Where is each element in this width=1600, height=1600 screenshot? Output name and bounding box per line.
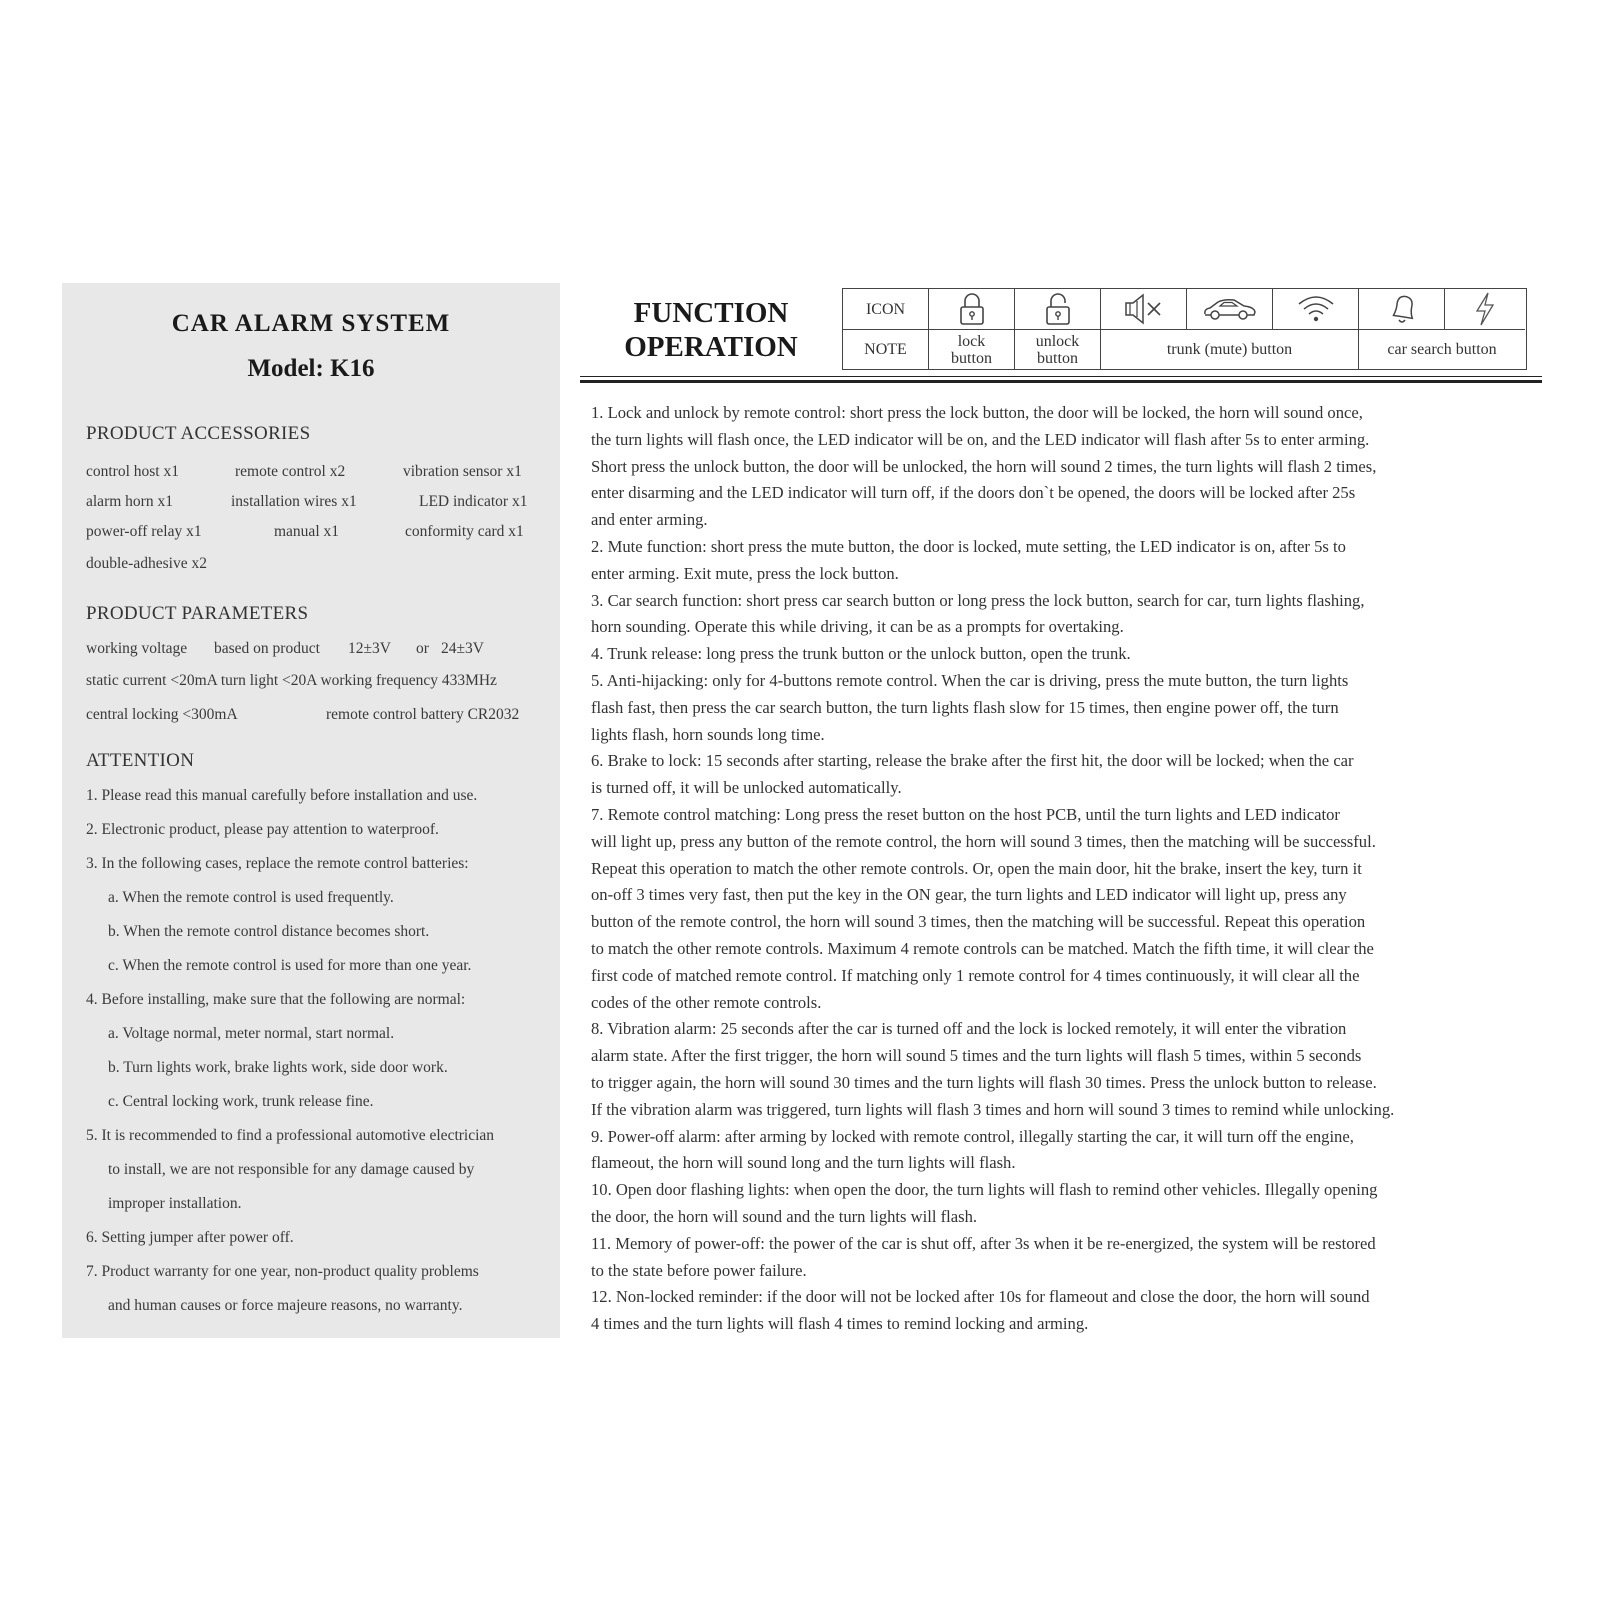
- function-line: 11. Memory of power-off: the power of the car is shut off, after 3s when it be re-energized, the system will be restored: [591, 1233, 1376, 1253]
- param-label: based on product: [214, 640, 320, 657]
- param-label: or: [416, 640, 429, 657]
- lock-note-line2: button: [951, 349, 992, 367]
- attention-item: 7. Product warranty for one year, non-product quality problems: [86, 1263, 479, 1280]
- bell-icon: [1359, 289, 1445, 329]
- unlock-note-line2: button: [1037, 349, 1078, 367]
- function-line: 8. Vibration alarm: 25 seconds after the car is turned off and the lock is locked remotely, it will enter the vibration: [591, 1019, 1347, 1039]
- attention-item: 6. Setting jumper after power off.: [86, 1229, 294, 1246]
- accessory-item: installation wires x1: [231, 493, 357, 510]
- car-icon: [1187, 289, 1273, 329]
- attention-subitem: a. Voltage normal, meter normal, start normal.: [108, 1025, 395, 1042]
- header-rule-thick: [580, 380, 1542, 383]
- param-label: working voltage: [86, 640, 188, 657]
- function-line: the turn lights will flash once, the LED indicator will be on, and the LED indicator will flash after 5s to enter arming.: [591, 429, 1370, 449]
- function-line: 12. Non-locked reminder: if the door will not be locked after 10s for flameout and close the door, the horn will sound: [591, 1287, 1370, 1307]
- function-line: to the state before power failure.: [591, 1260, 807, 1280]
- function-line: alarm state. After the first trigger, the horn will sound 5 times and the turn lights will flash 5 times, within 5 seconds: [591, 1046, 1362, 1066]
- function-line: 7. Remote control matching: Long press the reset button on the host PCB, until the turn lights and LED indicator: [591, 804, 1340, 824]
- attention-subitem: b. Turn lights work, brake lights work, side door work.: [108, 1059, 448, 1076]
- attention-item: 3. In the following cases, replace the remote control batteries:: [86, 855, 469, 872]
- function-line: flash fast, then press the car search button, the turn lights flash slow for 15 times, then engine power off, the turn: [591, 697, 1339, 717]
- accessories-heading: PRODUCT ACCESSORIES: [86, 423, 311, 444]
- attention-subitem: c. Central locking work, trunk release fine.: [108, 1093, 374, 1110]
- attention-heading: ATTENTION: [86, 750, 195, 771]
- accessory-item: conformity card x1: [405, 523, 524, 540]
- accessory-item: double-adhesive x2: [86, 555, 207, 572]
- function-line: enter arming. Exit mute, press the lock button.: [591, 563, 899, 583]
- function-line: Repeat this operation to match the other remote controls. Or, open the main door, hit the brake, insert the key, turn it: [591, 858, 1362, 878]
- function-line: first code of matched remote control. If matching only 1 remote control for 4 times continuously, it will clear all the: [591, 965, 1360, 985]
- function-line: codes of the other remote controls.: [591, 992, 822, 1012]
- function-line: 3. Car search function: short press car search button or long press the lock button, search for car, turn lights flashing,: [591, 590, 1365, 610]
- lock-icon: [929, 289, 1015, 329]
- lightning-icon: [1445, 289, 1525, 329]
- function-line: horn sounding. Operate this while driving, it can be as a prompts for overtaking.: [591, 617, 1124, 637]
- model-name: Model: K16: [247, 355, 375, 382]
- mute-icon: [1101, 289, 1187, 329]
- note-header-cell: NOTE: [843, 330, 929, 369]
- function-line: 5. Anti-hijacking: only for 4-buttons remote control. When the car is driving, press the mute button, the turn lights: [591, 670, 1349, 690]
- product-title: CAR ALARM SYSTEM: [171, 310, 451, 337]
- attention-item-continued: and human causes or force majeure reasons, no warranty.: [108, 1297, 463, 1314]
- trunk-mute-note: trunk (mute) button: [1101, 330, 1359, 369]
- param-value: 24±3V: [441, 640, 484, 657]
- function-line: 4. Trunk release: long press the trunk button or the unlock button, open the trunk.: [591, 644, 1131, 664]
- car-search-note: car search button: [1387, 341, 1497, 358]
- function-line: enter disarming and the LED indicator will turn off, if the doors don`t be opened, the doors will be locked after 25s: [591, 483, 1356, 503]
- lock-note: [929, 330, 1015, 369]
- unlock-note: [1015, 330, 1101, 369]
- accessory-item: remote control x2: [235, 463, 346, 480]
- attention-item: 5. It is recommended to find a professional automotive electrician: [86, 1127, 495, 1144]
- attention-item-continued: improper installation.: [108, 1195, 242, 1212]
- function-line: 9. Power-off alarm: after arming by locked with remote control, illegally starting the car, it will turn off the engine,: [591, 1126, 1354, 1146]
- param-value: 12±3V: [348, 640, 391, 657]
- param-label: central locking <300mA: [86, 706, 238, 723]
- operation-title: OPERATION: [624, 331, 798, 363]
- accessory-item: alarm horn x1: [86, 493, 173, 510]
- attention-item: 2. Electronic product, please pay attention to waterproof.: [86, 821, 439, 838]
- function-line: is turned off, it will be unlocked automatically.: [591, 778, 902, 798]
- function-line: 4 times and the turn lights will flash 4 times to remind locking and arming.: [591, 1314, 1089, 1334]
- function-line: on-off 3 times very fast, then put the key in the ON gear, the turn lights and LED indicator will light up, press any: [591, 885, 1347, 905]
- function-title: FUNCTION: [633, 297, 789, 329]
- function-line: to trigger again, the horn will sound 30 times and the turn lights will flash 30 times. Press the unlock button to release.: [591, 1072, 1377, 1092]
- function-line: the door, the horn will sound and the turn lights will flash.: [591, 1206, 978, 1226]
- function-line: and enter arming.: [591, 510, 708, 530]
- unlock-note-line1: unlock: [1035, 332, 1080, 350]
- function-line: button of the remote control, the horn will sound 3 times, then the matching will be successful. Repeat this operation: [591, 912, 1366, 932]
- attention-subitem: a. When the remote control is used frequently.: [108, 889, 394, 906]
- accessory-item: LED indicator x1: [419, 493, 528, 510]
- accessory-item: control host x1: [86, 463, 179, 480]
- function-line: will light up, press any button of the remote control, the horn will sound 3 times, then the matching will be successful.: [591, 831, 1376, 851]
- signal-icon: [1273, 289, 1359, 329]
- function-description: [591, 400, 1551, 1338]
- param-value: remote control battery CR2032: [326, 706, 520, 723]
- parameters-heading: PRODUCT PARAMETERS: [86, 603, 309, 624]
- header-rule-thin: [580, 376, 1542, 377]
- accessory-item: vibration sensor x1: [403, 463, 522, 480]
- accessory-item: manual x1: [274, 523, 339, 540]
- accessory-item: power-off relay x1: [86, 523, 202, 540]
- icon-header-cell: ICON: [843, 289, 929, 329]
- unlock-icon: [1015, 289, 1101, 329]
- param-line: static current <20mA turn light <20A working frequency 433MHz: [86, 672, 497, 689]
- icon-legend-table: [842, 288, 1527, 370]
- function-line: flameout, the horn will sound long and the turn lights will flash.: [591, 1153, 1016, 1173]
- function-line: Short press the unlock button, the door will be unlocked, the horn will sound 2 times, the turn lights will flash 2 times,: [591, 456, 1377, 476]
- function-line: If the vibration alarm was triggered, turn lights will flash 3 times and horn will sound 3 times to remind while unlocking.: [591, 1099, 1395, 1119]
- function-line: lights flash, horn sounds long time.: [591, 724, 825, 744]
- function-line: 2. Mute function: short press the mute button, the door is locked, mute setting, the LED indicator is on, after 5s to: [591, 536, 1346, 556]
- lock-note-line1: lock: [957, 332, 986, 350]
- function-line: 10. Open door flashing lights: when open the door, the turn lights will flash to remind other vehicles. Illegally opening: [591, 1180, 1378, 1200]
- attention-item: 1. Please read this manual carefully before installation and use.: [86, 787, 478, 804]
- product-info-panel: [62, 283, 560, 1338]
- function-line: 1. Lock and unlock by remote control: short press the lock button, the door will be locked, the horn will sound once,: [591, 403, 1363, 422]
- attention-item-continued: to install, we are not responsible for any damage caused by: [108, 1161, 475, 1178]
- function-line: 6. Brake to lock: 15 seconds after starting, release the brake after the first hit, the door will be locked; when the car: [591, 751, 1354, 771]
- function-line: to match the other remote controls. Maximum 4 remote controls can be matched. Match the fifth time, it will clear the: [591, 938, 1374, 958]
- attention-subitem: b. When the remote control distance becomes short.: [108, 923, 430, 940]
- attention-subitem: c. When the remote control is used for more than one year.: [108, 957, 472, 974]
- attention-item: 4. Before installing, make sure that the following are normal:: [86, 991, 466, 1008]
